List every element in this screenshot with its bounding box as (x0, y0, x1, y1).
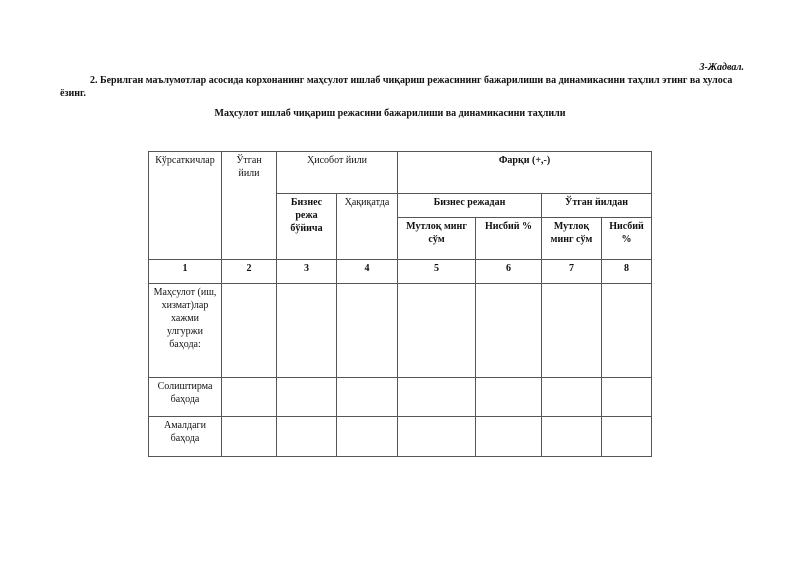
table-cell (277, 284, 337, 378)
table-row (149, 378, 652, 417)
table-cell (222, 378, 277, 417)
table-cell (337, 284, 398, 378)
table-number: 3-Жадвал. (699, 62, 744, 73)
table-row (149, 417, 652, 457)
table-title: Маҳсулот ишлаб чиқариш режасини бажарилиши ва динамикасини таҳлили (214, 108, 566, 119)
header-from-plan: Бизнес режадан (398, 194, 542, 218)
header-difference: Фарқи (+,-) (398, 152, 652, 194)
column-number: 6 (476, 260, 542, 284)
header-relative-2: Нисбий % (602, 218, 652, 260)
column-number: 8 (602, 260, 652, 284)
column-number: 1 (149, 260, 222, 284)
header-business-plan: Бизнес режа бўйича (277, 194, 337, 260)
table-cell (476, 284, 542, 378)
header-actual: Ҳақиқатда (337, 194, 398, 260)
column-number: 2 (222, 260, 277, 284)
table-cell (337, 417, 398, 457)
row-label: Маҳсулот (иш, хизмат)лар хажми улгуржи баҳода: (149, 284, 222, 378)
table-cell (476, 378, 542, 417)
table-cell (602, 417, 652, 457)
header-absolute-2: Мутлоқ минг сўм (542, 218, 602, 260)
table-cell (602, 378, 652, 417)
analysis-table (148, 151, 652, 457)
table-row (149, 284, 652, 378)
table-cell (602, 284, 652, 378)
header-absolute-1: Мутлоқ минг сўм (398, 218, 476, 260)
table-cell (476, 417, 542, 457)
column-number-row (149, 260, 652, 284)
table-cell (222, 284, 277, 378)
header-relative-1: Нисбий % (476, 218, 542, 260)
table-cell (398, 284, 476, 378)
row-label: Амалдаги баҳода (149, 417, 222, 457)
column-number: 7 (542, 260, 602, 284)
table-cell (277, 378, 337, 417)
column-number: 4 (337, 260, 398, 284)
task-text: 2. Берилган маълумотлар асосида корхонанинг маҳсулот ишлаб чиқариш режасининг бажарилиши ва динамикасини таҳлил этинг ва хулоса ёзинг. (60, 75, 733, 99)
table-cell (398, 417, 476, 457)
table-cell (337, 378, 398, 417)
table-cell (542, 417, 602, 457)
column-number: 3 (277, 260, 337, 284)
header-prev-year: Ўтган йили (222, 152, 277, 260)
row-label: Солиштирма баҳода (149, 378, 222, 417)
header-report-year: Ҳисобот йили (277, 152, 398, 194)
table-cell (542, 284, 602, 378)
column-number: 5 (398, 260, 476, 284)
header-from-prev-year: Ўтган йилдан (542, 194, 652, 218)
table-cell (542, 378, 602, 417)
table-cell (222, 417, 277, 457)
header-indicators: Кўрсаткичлар (149, 152, 222, 260)
table-cell (277, 417, 337, 457)
table-cell (398, 378, 476, 417)
